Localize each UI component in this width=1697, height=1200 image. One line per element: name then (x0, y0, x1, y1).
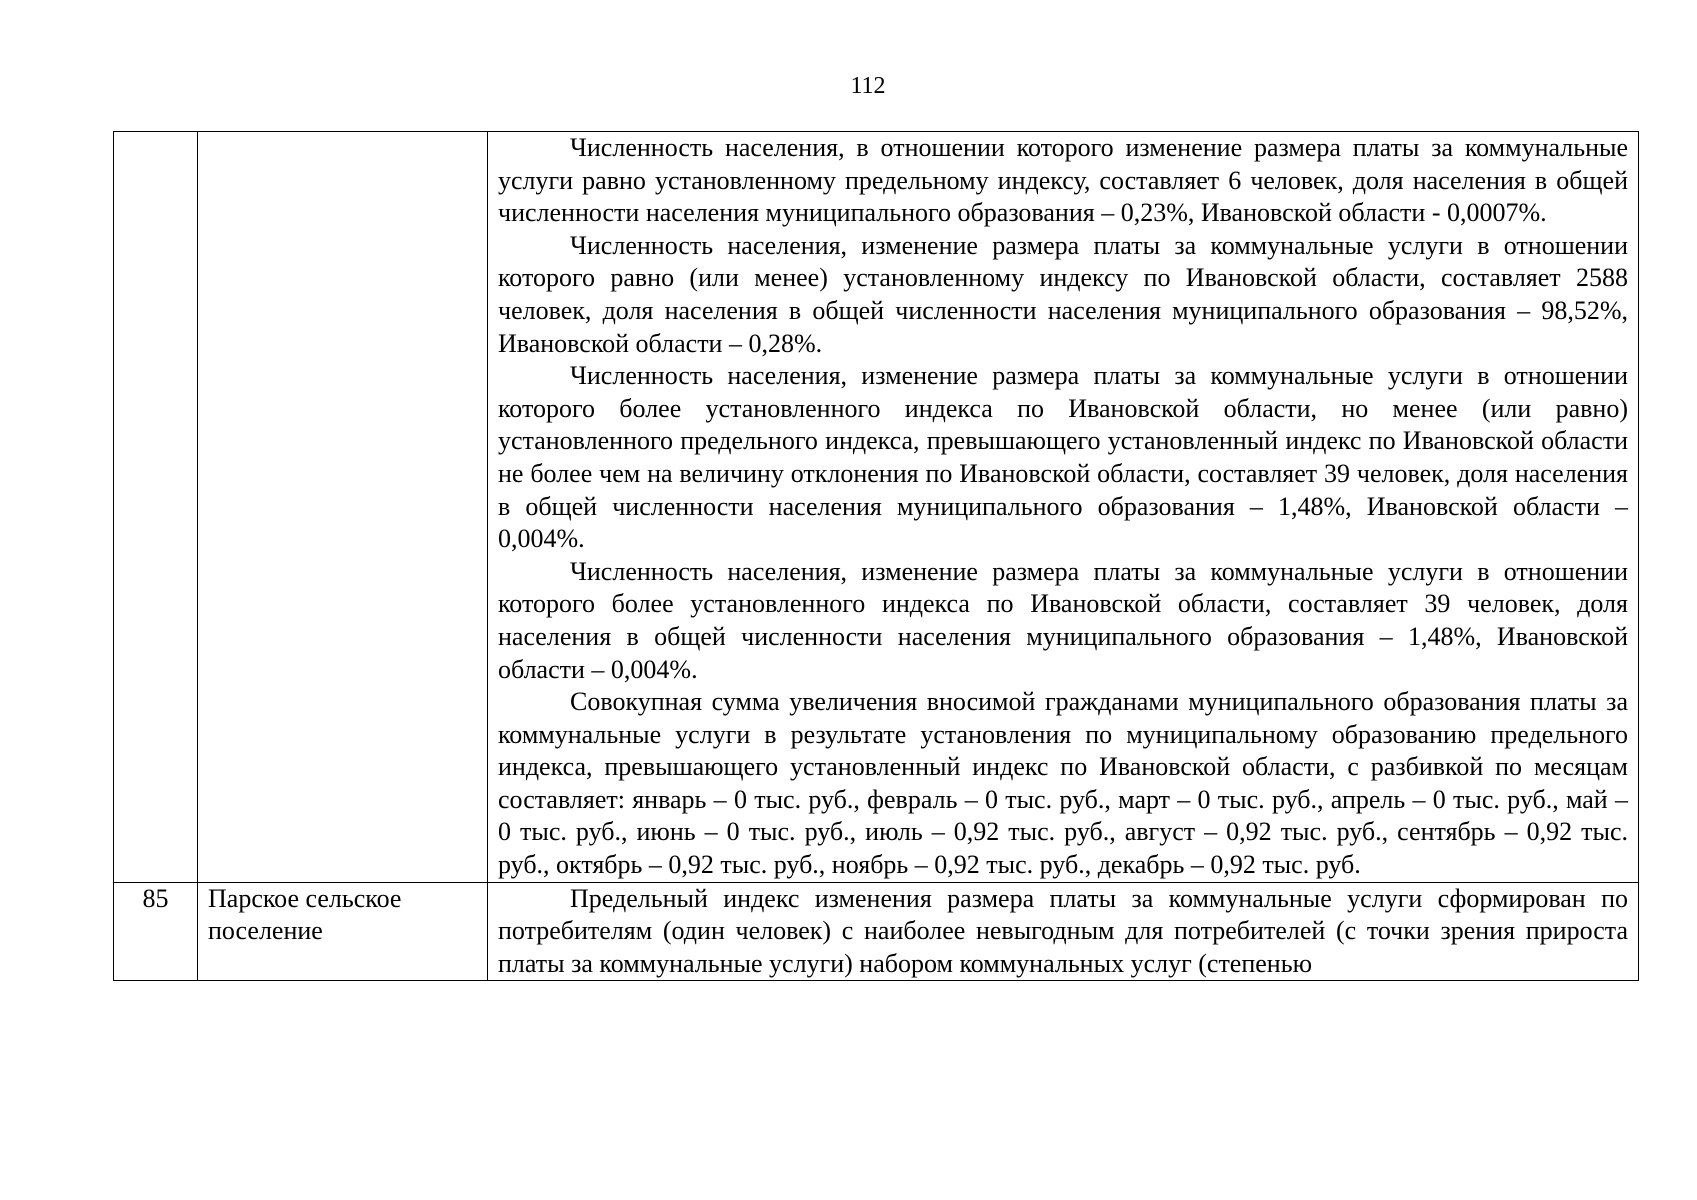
paragraph: Совокупная сумма увеличения вносимой гражданами муниципального образования платы за коммунальные услуги в результате установления по муниципальному образованию предельного индекса, превышающего установленный индекс по Ивановской области, с разбивкой по месяцам составляет: январь – 0 тыс. руб., февраль – 0 тыс. руб., март – 0 тыс. руб., апрель – 0 тыс. руб., май – 0 тыс. руб., июнь – 0 тыс. руб., июль – 0,92 тыс. руб., август – 0,92 тыс. руб., сентябрь – 0,92 тыс. руб., октябрь – 0,92 тыс. руб., ноябрь – 0,92 тыс. руб., декабрь – 0,92 тыс. руб. (498, 687, 1628, 880)
description-cell (488, 882, 1639, 980)
paragraph: Численность населения, в отношении которого изменение размера платы за коммунальные услуги равно установленному предельному индексу, составляет 6 человек, доля населения в общей численности населения муниципального образования – 0,23%, Ивановской области - 0,0007%. (498, 133, 1628, 228)
paragraph: Численность населения, изменение размера платы за коммунальные услуги в отношении которого более установленного индекса по Ивановской области, составляет 39 человек, доля населения в общей численности населения муниципального образования – 1,48%, Ивановской области – 0,004%. (498, 556, 1628, 684)
table-row (114, 132, 1639, 883)
description-cell-clip (498, 883, 1628, 980)
paragraph: Численность населения, изменение размера платы за коммунальные услуги в отношении которого более установленного индекса по Ивановской области, но менее (или равно) установленного предельного индекса, превышающего установленный индекс по Ивановской области не более чем на величину отклонения по Ивановской области, составляет 39 человек, доля населения в общей численности населения муниципального образования – 1,48%, Ивановской области – 0,004%. (498, 361, 1628, 554)
municipality-name-cell (198, 132, 488, 883)
row-number-cell: 85 (114, 882, 198, 980)
description-cell (488, 132, 1639, 883)
row-number-cell (114, 132, 198, 883)
municipal-index-table (113, 131, 1639, 981)
paragraph: Предельный индекс изменения размера платы за коммунальные услуги сформирован по потребителям (один человек) с наиболее невыгодным для потребителей (с точки зрения прироста платы за коммунальные услуги) набором коммунальных услуг (степенью (498, 883, 1628, 978)
municipality-name-cell: Парское сельское поселение (198, 882, 488, 980)
page-number: 112 (850, 73, 886, 99)
table-row (114, 882, 1639, 980)
paragraph: Численность населения, изменение размера платы за коммунальные услуги в отношении которого равно (или менее) установленному индексу по Ивановской области, составляет 2588 человек, доля населения в общей численности населения муниципального образования – 98,52%, Ивановской области – 0,28%. (498, 230, 1628, 358)
